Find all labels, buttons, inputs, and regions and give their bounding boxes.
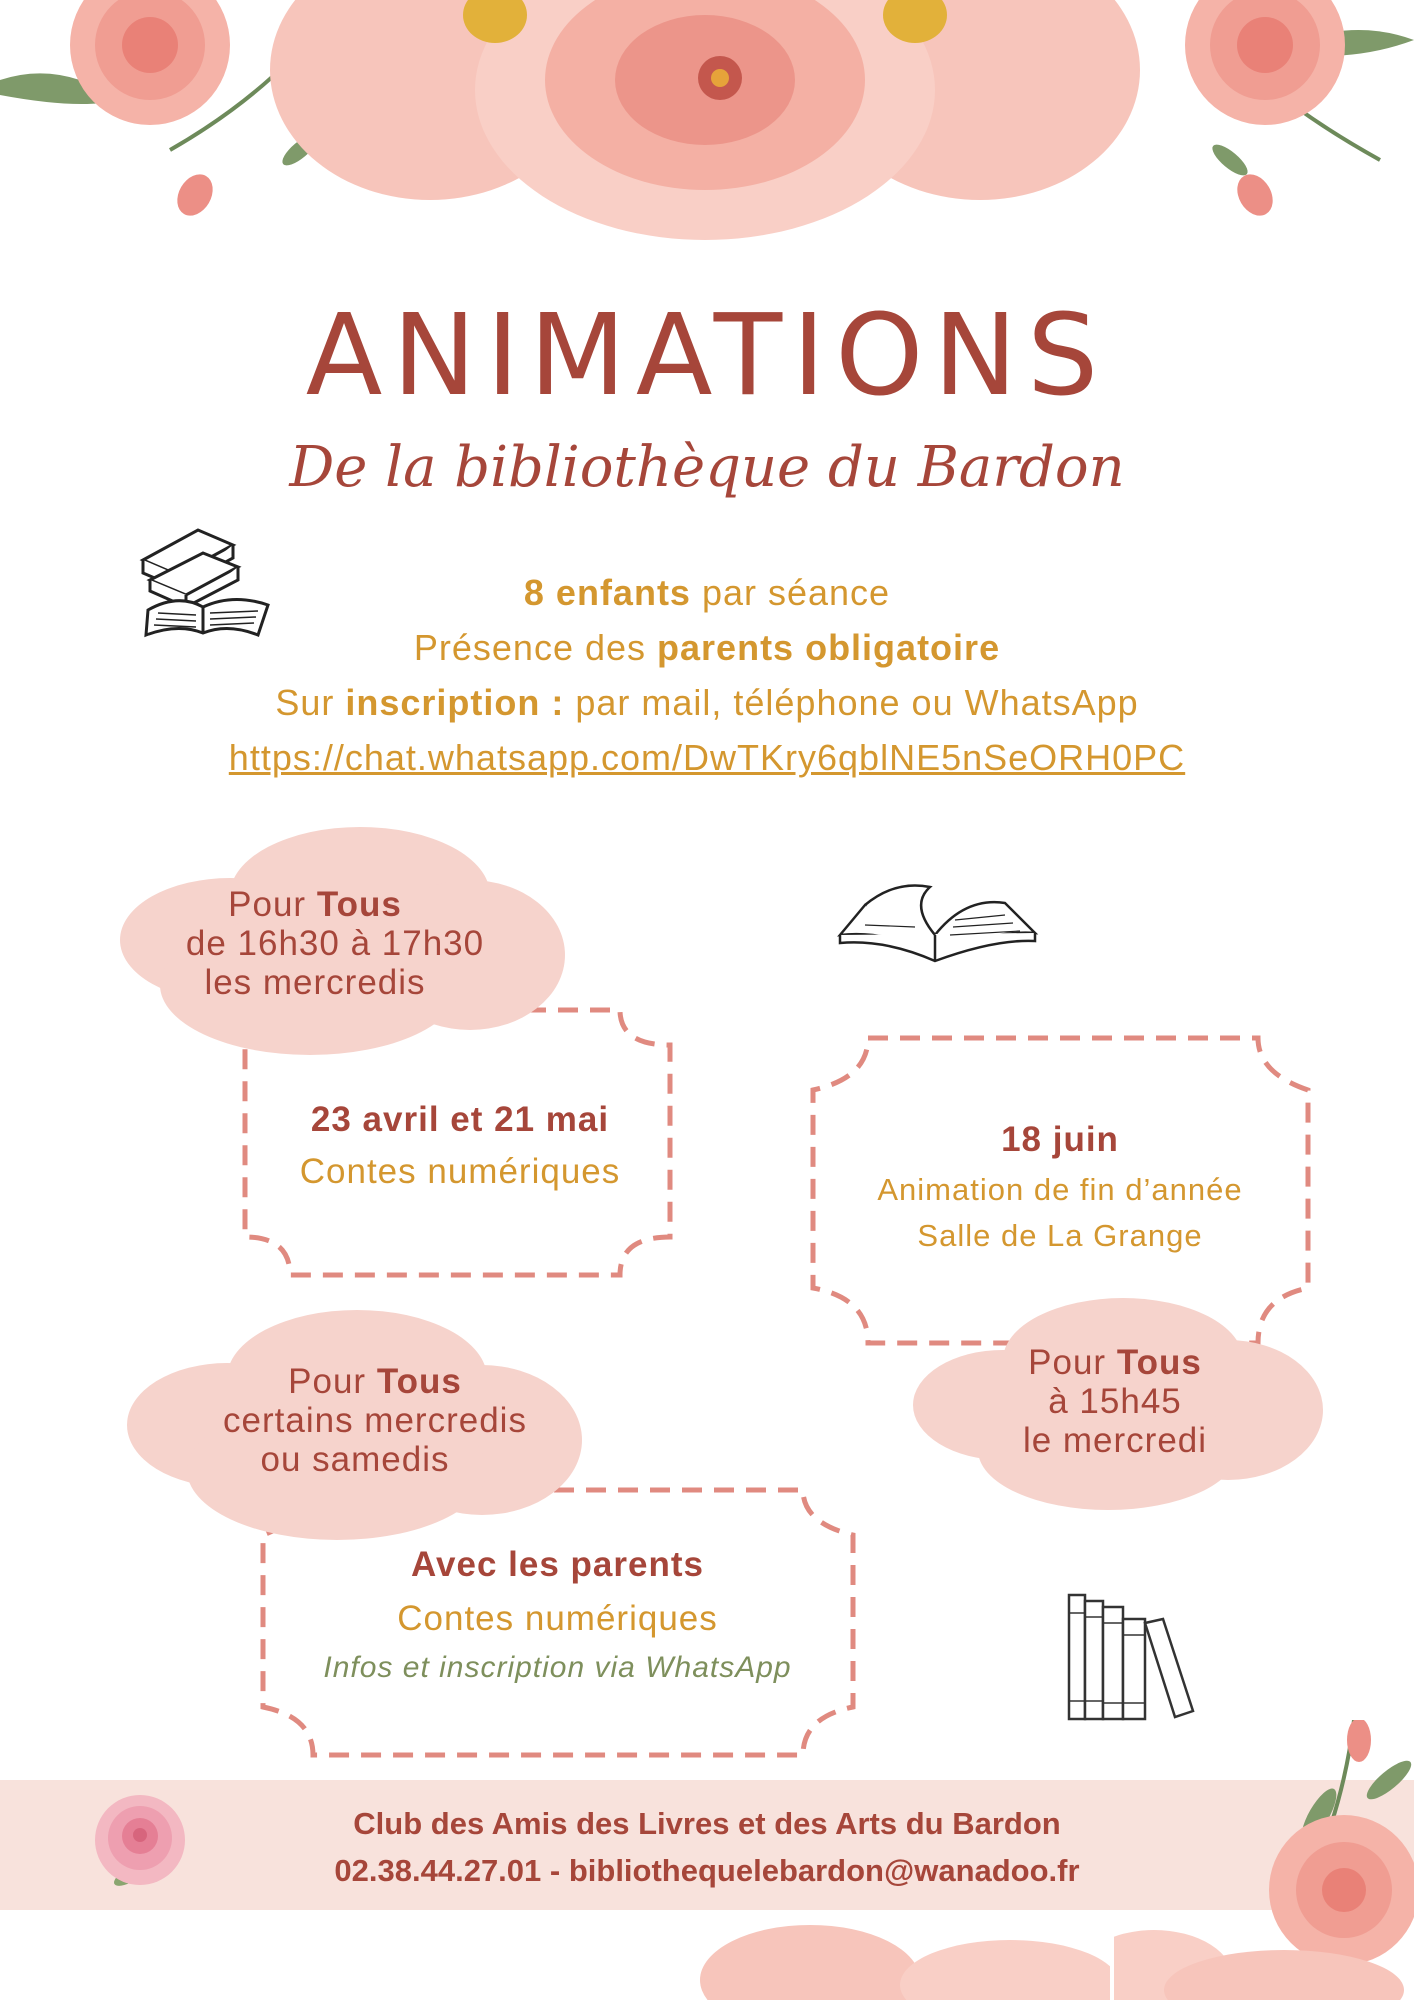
- session3-box: [270, 1545, 845, 1685]
- session3-days: certains mercredis: [223, 1401, 527, 1440]
- session1-audience-prefix: Pour: [228, 885, 317, 924]
- capacity-bold: 8 enfants: [523, 572, 691, 613]
- flowers-top-decoration: [0, 0, 1414, 240]
- session3-audience: [190, 1362, 560, 1401]
- session3-audience-prefix: Pour: [288, 1362, 377, 1401]
- session1-date: 23 avril et 21 mai: [310, 1100, 610, 1139]
- session2-activity: Animation de fin d’année: [877, 1172, 1243, 1207]
- info-line-registration: [0, 675, 1414, 730]
- page-subtitle: De la bibliothèque du Bardon: [289, 435, 1125, 500]
- session1-time: de 16h30 à 17h30: [185, 924, 485, 963]
- footer-contact: 02.38.44.27.01 - bibliothequelebardon@wanadoo.fr: [334, 1853, 1080, 1888]
- whatsapp-link[interactable]: https://chat.whatsapp.com/DwTKry6qblNE5nSeORH0PC: [228, 737, 1186, 778]
- footer-text: [0, 1800, 1414, 1894]
- session3-note: Infos et inscription via WhatsApp: [323, 1651, 792, 1684]
- books-row-icon: [1065, 1593, 1200, 1723]
- info-line-parents: [0, 620, 1414, 675]
- registration-prefix: Sur: [275, 682, 346, 723]
- session2-audience-bold: Tous: [1116, 1343, 1202, 1382]
- session2-day: le mercredi: [1022, 1421, 1208, 1460]
- info-line-capacity: [0, 565, 1414, 620]
- session2-date: 18 juin: [1001, 1120, 1119, 1159]
- page-title: ANIMATIONS: [305, 291, 1109, 421]
- bottom-petals: [690, 1905, 1110, 2000]
- session2-location: Salle de La Grange: [917, 1218, 1203, 1253]
- session1-cloud-text: [150, 885, 520, 1002]
- registration-text: par mail, téléphone ou WhatsApp: [564, 682, 1139, 723]
- registration-bold: inscription :: [345, 682, 565, 723]
- parents-text: Présence des: [413, 627, 658, 668]
- session2-cloud-text: [930, 1343, 1300, 1460]
- session1-box: [265, 1100, 655, 1192]
- session3-days-alt: ou samedis: [260, 1440, 450, 1479]
- open-book-icon: [835, 875, 1040, 965]
- session3-cloud-text: [190, 1362, 560, 1479]
- session3-activity: Contes numériques: [397, 1599, 718, 1638]
- capacity-text: par séance: [690, 572, 891, 613]
- parents-bold: parents obligatoire: [657, 627, 1001, 668]
- info-block: [0, 565, 1414, 785]
- session2-audience: [930, 1343, 1300, 1382]
- footer-club: Club des Amis des Livres et des Arts du Bardon: [353, 1806, 1061, 1841]
- session2-time: à 15h45: [1048, 1382, 1182, 1421]
- session1-audience: [110, 885, 520, 924]
- session3-audience-bold: Tous: [376, 1362, 462, 1401]
- session3-audience-title: Avec les parents: [411, 1545, 704, 1584]
- session1-day: les mercredis: [204, 963, 426, 1002]
- session1-audience-bold: Tous: [316, 885, 402, 924]
- session1-activity: Contes numériques: [299, 1152, 621, 1191]
- session2-audience-prefix: Pour: [1028, 1343, 1117, 1382]
- session2-box: [820, 1120, 1300, 1254]
